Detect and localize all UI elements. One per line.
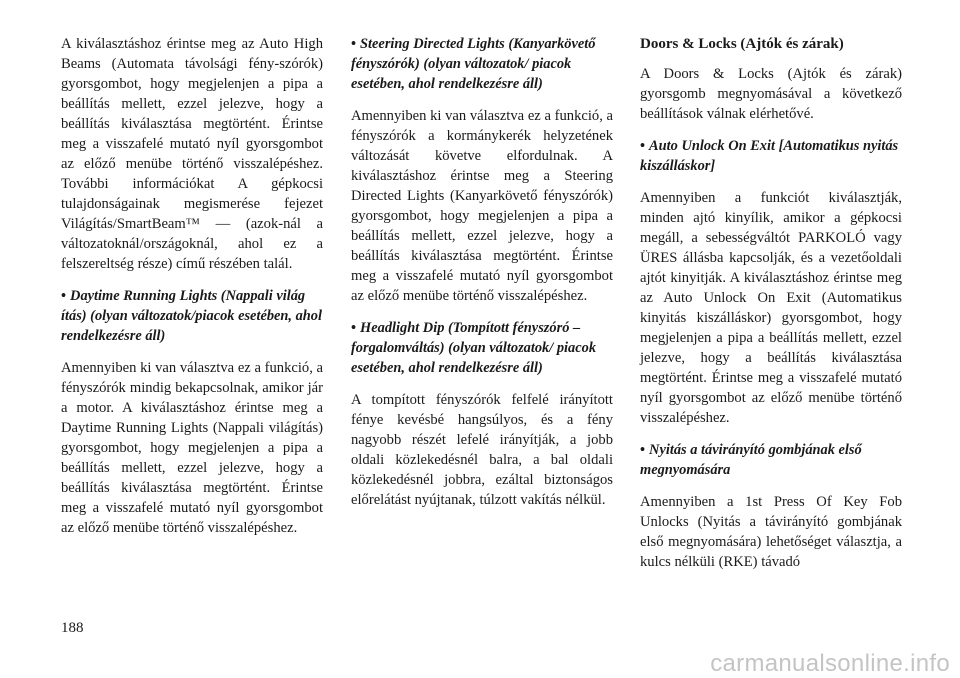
paragraph: A Doors & Locks (Ajtók és zárak) gyorsgomb megnyomásával a következő beállítások válnak elérhetővé.	[640, 66, 902, 122]
subheading	[640, 136, 902, 176]
bullet-icon: •	[640, 138, 646, 154]
text-column-3	[640, 34, 902, 584]
subheading	[351, 34, 613, 94]
bullet-icon: •	[351, 36, 357, 52]
subheading	[640, 440, 902, 480]
subheading-text: Nyitás a távirányító gombjának első megnyomására	[640, 442, 862, 478]
subheading-text: Headlight Dip (Tompított fényszóró – forgalomváltás) (olyan változatok/ piacok esetében, ahol rendelkezésre áll)	[351, 320, 597, 376]
watermark: carmanualsonline.info	[710, 650, 950, 677]
paragraph: Amennyiben ki van választva ez a funkció, a fényszórók mindig bekapcsolnak, amikor jár a motor. A kiválasztáshoz érintse meg a Daytime Running Lights (Nappali világítás) gyorsgombot, hogy megjelenjen a pipa a beállítás mellett, ezzel jelezve, hogy a beállítás kiválasztása megtörtént. Érintse meg a visszafelé mutató nyíl gyorsgombot az előző menübe történő visszalépéshez.	[61, 360, 323, 536]
subheading-text: Daytime Running Lights (Nappali világ ítás) (olyan változatok/piacok esetében, ahol rendelkezésre áll)	[61, 288, 323, 344]
paragraph: Amennyiben ki van választva ez a funkció, a fényszórók a kormánykerék helyzetének változását követve elfordulnak. A kiválasztáshoz érintse meg a Steering Directed Lights (Kanyarkövető fényszórók) gyorsgombot, hogy megjelenjen a pipa a beállítás mellett, ezzel jelezve, hogy a beállítás kiválasztása megtörtént. Érintse meg a visszafelé mutató nyíl gyorsgombot az előző menübe történő visszalépéshez.	[351, 108, 613, 304]
section-heading: Doors & Locks (Ajtók és zárak)	[640, 36, 844, 52]
subheading	[61, 286, 323, 346]
text-column-1	[61, 34, 323, 550]
subheading-text: Steering Directed Lights (Kanyarkövető fényszórók) (olyan változatok/ piacok esetében, ahol rendelkezésre áll)	[351, 36, 596, 92]
subheading-text: Auto Unlock On Exit [Automatikus nyitás kiszálláskor]	[640, 138, 899, 174]
bullet-icon: •	[61, 288, 67, 304]
bullet-icon: •	[351, 320, 357, 336]
bullet-icon: •	[640, 442, 646, 458]
paragraph: A tompított fényszórók felfelé irányított fénye kevésbé hangsúlyos, és a fény nagyobb részét lefelé irányítják, a jobb oldali közlekedésnél balra, a bal oldali közlekedésnél jobbra, ezáltal biztonságos előrelátást nyújtanak, túlzott vakítás nélkül.	[351, 392, 613, 508]
paragraph: Amennyiben a funkciót kiválasztják, minden ajtó kinyílik, amikor a gépkocsi megáll, a sebességváltót PARKOLÓ vagy ÜRES állásba kapcsolják, és a vezetőoldali ajtót kinyitják. A kiválasztáshoz érintse meg az Auto Unlock On Exit (Automatikus kinyitás kiszálláskor) gyorsgombot, hogy megjelenjen a pipa a beállítás mellett, ezzel jelezve, hogy a beállítás kiválasztása megtörtént. Érintse meg a visszafelé mutató nyíl gyorsgombot az előző menübe történő visszalépéshez.	[640, 190, 902, 426]
subheading	[351, 318, 613, 378]
paragraph: Amennyiben a 1st Press Of Key Fob Unlocks (Nyitás a távirányító gombjának első megnyomására) lehetőséget választja, a kulcs nélküli (RKE) távadó	[640, 494, 902, 570]
text-column-2	[351, 34, 613, 522]
paragraph: A kiválasztáshoz érintse meg az Auto High Beams (Automata távolsági fény-szórók) gyorsgombot, hogy megjelenjen a pipa a beállítás mellett, ezzel jelezve, hogy a beállítás kiválasztása megtörtént. Érintse meg a visszafelé mutató nyíl gyorsgombot az előző menübe történő visszalépéshez. További információkat A gépkocsi tulajdonságainak megismerése fejezet Világítás/SmartBeam™ — (azok-nál a változatoknál/országoknál, ahol ez a felszereltség része) című részében talál.	[61, 36, 323, 272]
page-number: 188	[61, 620, 84, 636]
